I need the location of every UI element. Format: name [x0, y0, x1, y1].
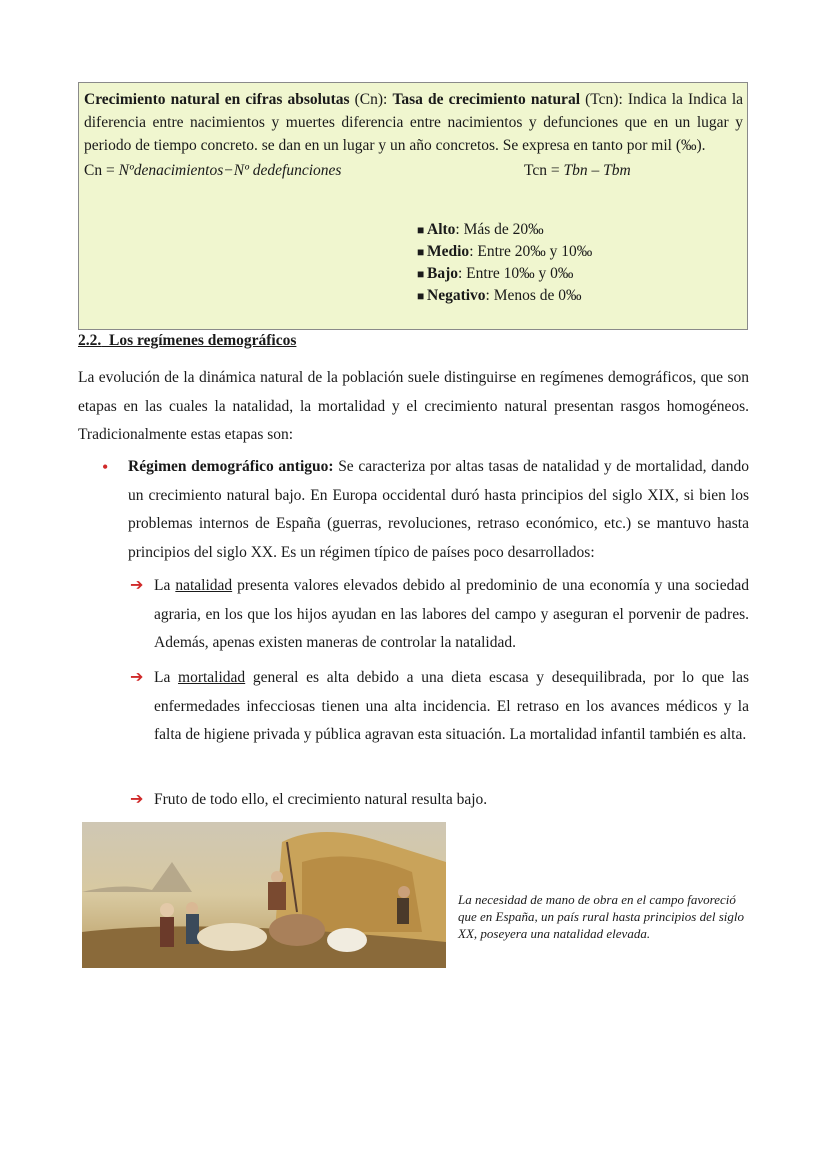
definition-box	[78, 82, 748, 330]
red-arrow-icon: ➔	[130, 577, 144, 594]
term-tcn: Tasa de crecimiento natural	[392, 91, 580, 108]
painting-image	[82, 822, 446, 968]
red-dot-icon: •	[102, 457, 109, 477]
square-icon: ■	[417, 289, 425, 303]
point-mortalidad: La mortalidad general es alta debido a una dieta escasa y desequilibrada, por lo que las enfermedades infecciosas tienen una alta incidencia. El retraso en los avances médicos y la falta de higiene privada y pública agravan esta situación. La mortalidad infantil también es alta.	[154, 669, 749, 744]
formula-cn: Cn = Nºdenacimientos−Nº dedefunciones	[84, 162, 342, 179]
definition-text: Crecimiento natural en cifras absolutas (Cn): Tasa de crecimiento natural (Tcn): Indica la Indica la diferencia entre nacimientos y muertes diferencia entre nacimientos y defunciones que en un lugar y periodo de tiempo concreto. se dan en un lugar y un año concretos. Se expresa en tanto por mil (‰).	[84, 91, 744, 154]
image-caption: La necesidad de mano de obra en el campo favoreció que en España, un país rural hasta principios del siglo XX, poseyera una natalidad elevada.	[458, 892, 744, 941]
red-arrow-icon: ➔	[130, 669, 144, 686]
level-item: ■ Medio: Entre 20‰ y 10‰	[417, 241, 592, 263]
level-item: ■ Bajo: Entre 10‰ y 0‰	[417, 263, 592, 285]
level-item: ■ Negativo: Menos de 0‰	[417, 285, 592, 307]
regime-bullet: Régimen demográfico antiguo: Se caracteriza por altas tasas de natalidad y de mortalidad, dando un crecimiento natural bajo. En Europa occidental duró hasta principios del siglo XIX, si bien los problemas internos de España (guerras, revoluciones, retraso económico, etc.) se mantuvo hasta principios del siglo XX. Es un régimen típico de países poco desarrollados:	[128, 458, 749, 561]
square-icon: ■	[417, 245, 425, 259]
growth-levels	[417, 219, 592, 307]
point-crecimiento: Fruto de todo ello, el crecimiento natural resulta bajo.	[154, 791, 488, 808]
square-icon: ■	[417, 223, 425, 237]
section-heading: 2.2. Los regímenes demográficos	[78, 332, 297, 349]
red-arrow-icon: ➔	[130, 791, 144, 808]
formulas	[84, 159, 743, 186]
point-natalidad: La natalidad presenta valores elevados debido al predominio de una economía y una sociedad agraria, en los que los hijos ayudan en las labores del campo y aseguran el porvenir de padres. Además, apenas existen maneras de controlar la natalidad.	[154, 577, 750, 652]
formula-tcn: Tcn = Tbn – Tbm	[524, 162, 631, 179]
square-icon: ■	[417, 267, 425, 281]
section-intro: La evolución de la dinámica natural de la población suele distinguirse en regímenes demográficos, que son etapas en las cuales la natalidad, la mortalidad y el crecimiento natural presentan rasgos homogéneos. Tradicionalmente estas etapas son:	[78, 369, 749, 444]
level-item: ■ Alto: Más de 20‰	[417, 219, 592, 241]
term-cn: Crecimiento natural en cifras absolutas	[84, 91, 350, 108]
definition-body: Indica la Indica la diferencia entre nacimientos y muertes diferencia entre nacimientos y defunciones que en un lugar y periodo de tiempo concreto. se dan en un lugar y un año concretos. Se expresa en tanto por mil (‰).	[84, 91, 744, 154]
